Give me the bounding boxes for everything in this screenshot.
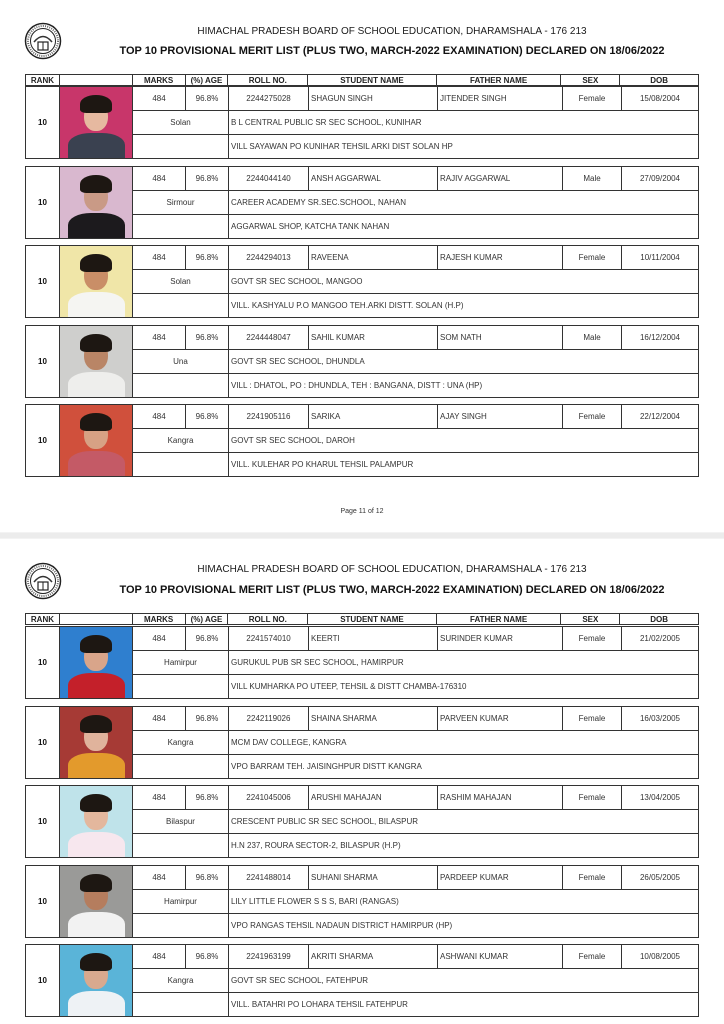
father-name-value: RAJIV AGGARWAL xyxy=(438,167,563,190)
marks-value: 484 xyxy=(133,945,186,968)
col-photo xyxy=(60,614,133,624)
photo-hair xyxy=(80,413,112,431)
photo-body xyxy=(68,372,125,397)
merit-entry xyxy=(25,325,699,398)
student-name-value: SARIKA xyxy=(309,405,438,428)
roll-no-value: 2242119026 xyxy=(229,707,309,730)
entry-main-row xyxy=(133,326,698,350)
rank-value: 10 xyxy=(26,405,60,476)
rank-value: 10 xyxy=(26,87,60,158)
roll-no-value: 2241905116 xyxy=(229,405,309,428)
entry-address-row xyxy=(133,215,698,238)
photo-hair xyxy=(80,635,112,653)
marks-value: 484 xyxy=(133,167,186,190)
empty-cell xyxy=(133,914,229,937)
empty-cell xyxy=(133,374,229,397)
rank-value: 10 xyxy=(26,326,60,397)
merit-entry xyxy=(25,865,699,938)
rank-value: 10 xyxy=(26,167,60,238)
roll-no-value: 2244044140 xyxy=(229,167,309,190)
school-value: GOVT SR SEC SCHOOL, MANGOO xyxy=(231,277,363,286)
entry-school-row xyxy=(133,651,698,675)
dob-value: 26/05/2005 xyxy=(639,873,681,882)
student-name-value: ANSH AGGARWAL xyxy=(309,167,438,190)
page-12 xyxy=(0,538,724,1024)
address-value: VILL. BATAHRI PO LOHARA TEHSIL FATEHPUR xyxy=(231,1000,408,1009)
entry-main-row xyxy=(133,945,698,969)
entry-address-row xyxy=(133,135,698,158)
student-name-value: RAVEENA xyxy=(309,246,438,269)
entry-school-row xyxy=(133,810,698,834)
col-sex: SEX xyxy=(561,614,620,624)
rank-value: 10 xyxy=(26,627,60,698)
percentage-value: 96.8% xyxy=(186,707,229,730)
roll-no-value: 2241963199 xyxy=(229,945,309,968)
address-value: AGGARWAL SHOP, KATCHA TANK NAHAN xyxy=(231,222,390,231)
roll-no-value: 2244294013 xyxy=(229,246,309,269)
sex-value: Male xyxy=(563,167,622,190)
address-value: VPO BARRAM TEH. JAISINGHPUR DISTT KANGRA xyxy=(231,762,422,771)
empty-cell xyxy=(133,993,229,1016)
photo-hair xyxy=(80,715,112,733)
district-value: Hamirpur xyxy=(133,651,229,674)
student-name-value: AKRITI SHARMA xyxy=(309,945,438,968)
photo-hair xyxy=(80,874,112,892)
entry-address-row xyxy=(133,374,698,397)
father-name-value: RASHIM MAHAJAN xyxy=(438,786,563,809)
entry-main-row xyxy=(133,866,698,890)
percentage-value: 96.8% xyxy=(186,627,229,650)
table-header xyxy=(25,613,699,625)
col-marks: MARKS xyxy=(133,75,186,85)
empty-cell xyxy=(133,135,229,158)
student-photo xyxy=(60,707,133,778)
entry-school-row xyxy=(133,731,698,755)
roll-no-value: 2244275028 xyxy=(229,87,309,110)
entry-main-row xyxy=(133,405,698,429)
page-number: Page 11 of 12 xyxy=(340,508,384,515)
district-value: Una xyxy=(133,350,229,373)
col-sex: SEX xyxy=(561,75,620,85)
empty-cell xyxy=(133,834,229,857)
roll-no-value: 2241488014 xyxy=(229,866,309,889)
address-value: VILL : DHATOL, PO : DHUNDLA, TEH : BANGANA, DISTT : UNA (HP) xyxy=(231,381,483,390)
address-value: VPO RANGAS TEHSIL NADAUN DISTRICT HAMIRPUR (HP) xyxy=(231,921,453,930)
percentage-value: 96.8% xyxy=(186,866,229,889)
merit-entry xyxy=(25,245,699,318)
percentage-value: 96.8% xyxy=(186,405,229,428)
father-name-value: ASHWANI KUMAR xyxy=(438,945,563,968)
address-value: VILL KUMHARKA PO UTEEP, TEHSIL & DISTT CHAMBA-176310 xyxy=(231,682,467,691)
photo-body xyxy=(68,912,125,937)
rank-value: 10 xyxy=(26,786,60,857)
father-name-value: RAJESH KUMAR xyxy=(438,246,563,269)
empty-cell xyxy=(133,675,229,698)
student-photo xyxy=(60,87,133,158)
photo-hair xyxy=(80,95,112,113)
student-photo xyxy=(60,627,133,698)
entry-school-row xyxy=(133,350,698,374)
col-percentage: (%) AGE xyxy=(186,75,229,85)
col-student-name: STUDENT NAME xyxy=(308,614,437,624)
father-name-value: JITENDER SINGH xyxy=(438,87,563,110)
photo-body xyxy=(68,832,125,857)
empty-cell xyxy=(133,294,229,317)
dob-value: 10/08/2005 xyxy=(639,952,681,961)
col-roll-no: ROLL NO. xyxy=(228,75,308,85)
roll-no-value: 2244448047 xyxy=(229,326,309,349)
merit-entry xyxy=(25,166,699,239)
sex-value: Female xyxy=(563,627,622,650)
photo-body xyxy=(68,753,125,778)
student-photo xyxy=(60,326,133,397)
entry-main-row xyxy=(133,627,698,651)
empty-cell xyxy=(133,215,229,238)
board-name: HIMACHAL PRADESH BOARD OF SCHOOL EDUCATION, DHARAMSHALA - 176 213 xyxy=(197,26,587,37)
rank-value: 10 xyxy=(26,707,60,778)
father-name-value: PARVEEN KUMAR xyxy=(438,707,563,730)
photo-body xyxy=(68,213,125,238)
rank-value: 10 xyxy=(26,945,60,1016)
entry-main-row xyxy=(133,87,698,111)
sex-value: Female xyxy=(563,707,622,730)
marks-value: 484 xyxy=(133,627,186,650)
district-value: Bilaspur xyxy=(133,810,229,833)
entry-address-row xyxy=(133,755,698,778)
entry-school-row xyxy=(133,191,698,215)
percentage-value: 96.8% xyxy=(186,87,229,110)
district-value: Kangra xyxy=(133,429,229,452)
col-rank: RANK xyxy=(26,614,60,624)
photo-hair xyxy=(80,794,112,812)
student-photo xyxy=(60,167,133,238)
entry-address-row xyxy=(133,294,698,317)
school-value: CRESCENT PUBLIC SR SEC SCHOOL, BILASPUR xyxy=(231,817,419,826)
father-name-value: SOM NATH xyxy=(438,326,563,349)
col-rank: RANK xyxy=(26,75,60,85)
student-name-value: SHAINA SHARMA xyxy=(309,707,438,730)
percentage-value: 96.8% xyxy=(186,326,229,349)
entry-main-row xyxy=(133,786,698,810)
photo-body xyxy=(68,451,125,476)
photo-body xyxy=(68,991,125,1016)
percentage-value: 96.8% xyxy=(186,167,229,190)
merit-entry xyxy=(25,86,699,159)
rank-value: 10 xyxy=(26,246,60,317)
dob-value: 10/11/2004 xyxy=(640,253,680,262)
student-name-value: ARUSHI MAHAJAN xyxy=(309,786,438,809)
merit-entry xyxy=(25,404,699,477)
merit-entry xyxy=(25,706,699,779)
entry-school-row xyxy=(133,111,698,135)
address-value: VILL SAYAWAN PO KUNIHAR TEHSIL ARKI DIST SOLAN HP xyxy=(231,142,453,151)
school-value: B L CENTRAL PUBLIC SR SEC SCHOOL, KUNIHAR xyxy=(231,118,422,127)
col-dob: DOB xyxy=(650,614,668,624)
rank-value: 10 xyxy=(26,866,60,937)
roll-no-value: 2241574010 xyxy=(229,627,309,650)
merit-entry xyxy=(25,626,699,699)
student-name-value: SAHIL KUMAR xyxy=(309,326,438,349)
col-student-name: STUDENT NAME xyxy=(308,75,437,85)
dob-value: 16/12/2004 xyxy=(639,333,681,342)
student-photo xyxy=(60,405,133,476)
district-value: Kangra xyxy=(133,731,229,754)
col-photo xyxy=(60,75,133,85)
photo-body xyxy=(68,673,125,698)
student-photo xyxy=(60,866,133,937)
marks-value: 484 xyxy=(133,246,186,269)
col-father-name: FATHER NAME xyxy=(437,75,562,85)
marks-value: 484 xyxy=(133,405,186,428)
board-name: HIMACHAL PRADESH BOARD OF SCHOOL EDUCATION, DHARAMSHALA - 176 213 xyxy=(197,564,587,575)
entry-main-row xyxy=(133,707,698,731)
district-value: Kangra xyxy=(133,969,229,992)
roll-no-value: 2241045006 xyxy=(229,786,309,809)
photo-body xyxy=(68,292,125,317)
sex-value: Male xyxy=(563,326,622,349)
student-photo xyxy=(60,786,133,857)
entry-address-row xyxy=(133,834,698,857)
col-roll-no: ROLL NO. xyxy=(228,614,308,624)
percentage-value: 96.8% xyxy=(186,945,229,968)
page-title: TOP 10 PROVISIONAL MERIT LIST (PLUS TWO, MARCH-2022 EXAMINATION) DECLARED ON 18/06/2022 xyxy=(119,45,665,57)
address-value: VILL. KULEHAR PO KHARUL TEHSIL PALAMPUR xyxy=(231,460,414,469)
district-value: Solan xyxy=(133,270,229,293)
sex-value: Female xyxy=(563,945,622,968)
school-value: CAREER ACADEMY SR.SEC.SCHOOL, NAHAN xyxy=(231,198,407,207)
sex-value: Female xyxy=(563,405,622,428)
marks-value: 484 xyxy=(133,87,186,110)
col-father-name: FATHER NAME xyxy=(437,614,562,624)
school-value: GURUKUL PUB SR SEC SCHOOL, HAMIRPUR xyxy=(231,658,404,667)
entry-school-row xyxy=(133,969,698,993)
father-name-value: PARDEEP KUMAR xyxy=(438,866,563,889)
col-percentage: (%) AGE xyxy=(186,614,229,624)
marks-value: 484 xyxy=(133,786,186,809)
table-header xyxy=(25,74,699,86)
percentage-value: 96.8% xyxy=(186,786,229,809)
entry-address-row xyxy=(133,453,698,476)
empty-cell xyxy=(133,453,229,476)
school-value: LILY LITTLE FLOWER S S S, BARI (RANGAS) xyxy=(231,897,399,906)
district-value: Sirmour xyxy=(133,191,229,214)
entry-address-row xyxy=(133,675,698,698)
photo-hair xyxy=(80,254,112,272)
entry-address-row xyxy=(133,993,698,1016)
col-dob: DOB xyxy=(650,75,668,85)
entry-school-row xyxy=(133,270,698,294)
district-value: Solan xyxy=(133,111,229,134)
father-name-value: SURINDER KUMAR xyxy=(438,627,563,650)
photo-hair xyxy=(80,175,112,193)
school-value: MCM DAV COLLEGE, KANGRA xyxy=(231,738,347,747)
photo-hair xyxy=(80,953,112,971)
school-value: GOVT SR SEC SCHOOL, DHUNDLA xyxy=(231,357,365,366)
district-value: Hamirpur xyxy=(133,890,229,913)
student-name-value: SHAGUN SINGH xyxy=(309,87,438,110)
sex-value: Female xyxy=(563,866,622,889)
school-value: GOVT SR SEC SCHOOL, DAROH xyxy=(231,436,355,445)
dob-value: 21/02/2005 xyxy=(639,634,681,643)
photo-body xyxy=(68,133,125,158)
empty-cell xyxy=(133,755,229,778)
sex-value: Female xyxy=(563,786,622,809)
sex-value: Female xyxy=(563,246,622,269)
dob-value: 22/12/2004 xyxy=(639,412,681,421)
marks-value: 484 xyxy=(133,707,186,730)
father-name-value: AJAY SINGH xyxy=(438,405,563,428)
student-name-value: KEERTI xyxy=(309,627,438,650)
entry-main-row xyxy=(133,246,698,270)
sex-value: Female xyxy=(563,87,622,110)
dob-value: 27/09/2004 xyxy=(639,174,681,183)
address-value: VILL. KASHYALU P.O MANGOO TEH.ARKI DISTT. SOLAN (H.P) xyxy=(231,301,464,310)
merit-entry xyxy=(25,785,699,858)
address-value: H.N 237, ROURA SECTOR-2, BILASPUR (H.P) xyxy=(231,841,401,850)
merit-entry xyxy=(25,944,699,1017)
dob-value: 15/08/2004 xyxy=(639,94,681,103)
student-name-value: SUHANI SHARMA xyxy=(309,866,438,889)
marks-value: 484 xyxy=(133,326,186,349)
col-marks: MARKS xyxy=(133,614,186,624)
entry-school-row xyxy=(133,429,698,453)
page-title: TOP 10 PROVISIONAL MERIT LIST (PLUS TWO, MARCH-2022 EXAMINATION) DECLARED ON 18/06/2022 xyxy=(119,584,665,596)
dob-value: 13/04/2005 xyxy=(639,793,681,802)
percentage-value: 96.8% xyxy=(186,246,229,269)
entry-address-row xyxy=(133,914,698,937)
marks-value: 484 xyxy=(133,866,186,889)
photo-hair xyxy=(80,334,112,352)
school-value: GOVT SR SEC SCHOOL, FATEHPUR xyxy=(231,976,369,985)
dob-value: 16/03/2005 xyxy=(639,714,681,723)
student-photo xyxy=(60,246,133,317)
student-photo xyxy=(60,945,133,1016)
entry-school-row xyxy=(133,890,698,914)
entry-main-row xyxy=(133,167,698,191)
